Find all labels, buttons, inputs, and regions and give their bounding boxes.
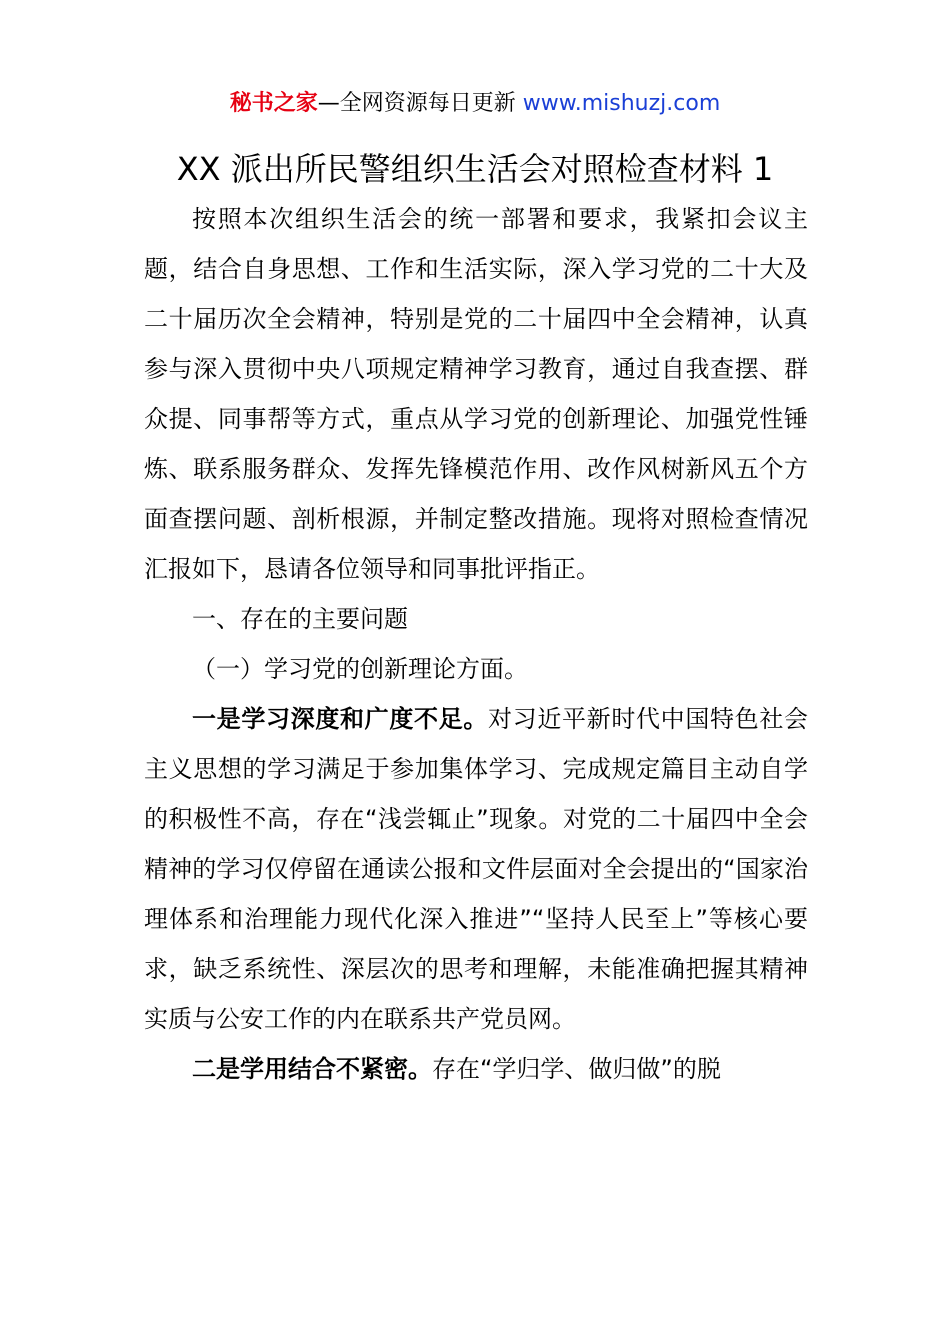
paragraph-point-1	[144, 694, 808, 1044]
paragraph-text: 对习近平新时代中国特色社会主义思想的学习满足于参加集体学习、完成规定篇目主动自学的积极性不高，存在“浅尝辄止”现象。对党的二十届四中全会精神的学习仅停留在通读公报和文件层面对全会提出的“国家治理体系和治理能力现代化深入推进”“坚持人民至上”等核心要求，缺乏系统性、深层次的思考和理解，未能准确把握其精神实质与公安工作的内在联系共产党员网。	[144, 705, 808, 1033]
document-title: XX 派出所民警组织生活会对照检查材料 1	[176, 150, 774, 188]
paragraph-text: 按照本次组织生活会的统一部署和要求，我紧扣会议主题，结合自身思想、工作和生活实际，深入学习党的二十大及二十届历次全会精神，特别是党的二十届四中全会精神，认真参与深入贯彻中央八项规定精神学习教育，通过自我查摆、群众提、同事帮等方式，重点从学习党的创新理论、加强党性锤炼、联系服务群众、发挥先锋模范作用、改作风树新风五个方面查摆问题、剖析根源，并制定整改措施。现将对照检查情况汇报如下，恳请各位领导和同事批评指正。	[144, 205, 808, 583]
paragraph-intro	[144, 194, 808, 594]
site-tagline: —全网资源每日更新	[317, 91, 523, 116]
paragraph-text: 存在“学归学、做归做”的脱	[432, 1055, 721, 1083]
document-body	[144, 194, 808, 1094]
paragraph-text: （一）学习党的创新理论方面。	[192, 655, 528, 683]
section-heading	[144, 594, 808, 644]
paragraph-text: 一、存在的主要问题	[192, 605, 408, 633]
site-brand: 秘书之家	[229, 91, 318, 116]
paragraph-point-2	[144, 1044, 808, 1094]
paragraph-lead: 二是学用结合不紧密。	[192, 1055, 432, 1083]
site-header	[0, 86, 950, 122]
site-url[interactable]: www.mishuzj.com	[522, 91, 721, 116]
paragraph-lead: 一是学习深度和广度不足。	[192, 705, 488, 733]
subsection-heading	[144, 644, 808, 694]
